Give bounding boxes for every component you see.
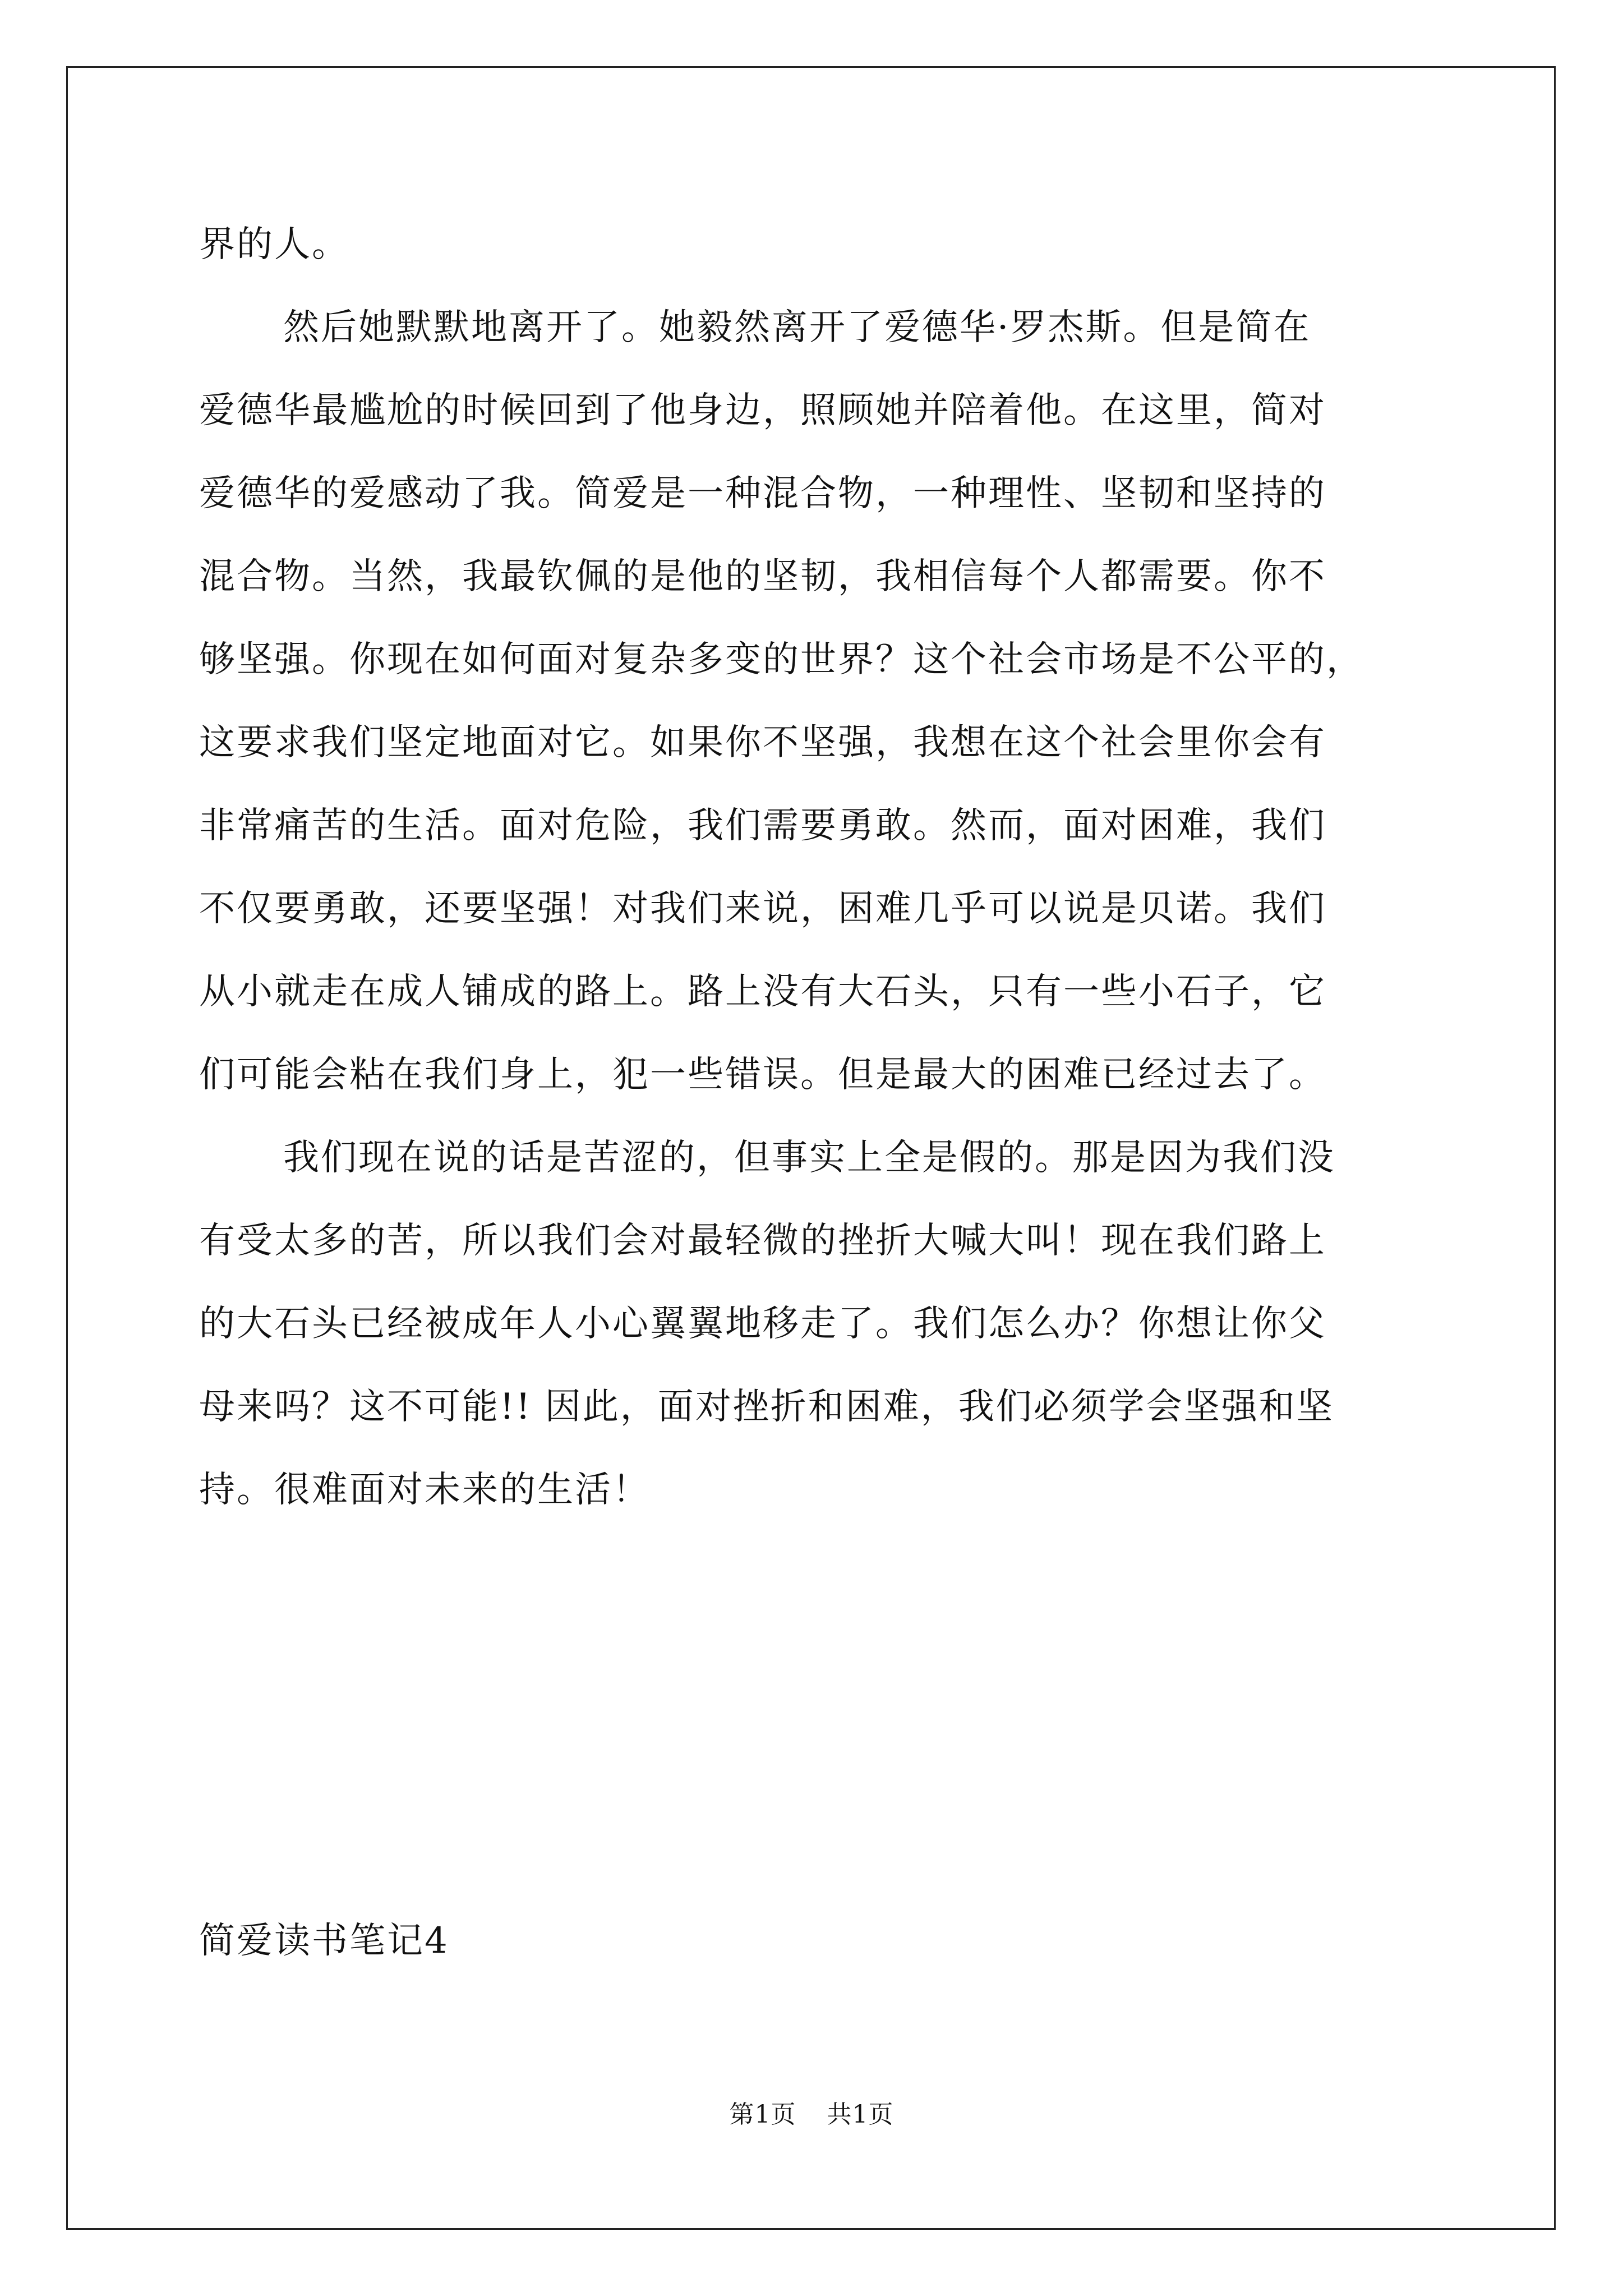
text-line: 非常痛苦的生活。面对危险，我们需要勇敢。然而，面对困难，我们 (199, 805, 1326, 846)
text-line: 爱德华最尴尬的时候回到了他身边，照顾她并陪着他。在这里，简对 (199, 390, 1326, 431)
text-line: 这要求我们坚定地面对它。如果你不坚强，我想在这个社会里你会有 (199, 722, 1326, 763)
text-line: 够坚强。你现在如何面对复杂多变的世界？这个社会市场是不公平的， (199, 639, 1364, 680)
body-text (199, 203, 1433, 1531)
text-line: 爱德华的爱感动了我。简爱是一种混合物，一种理性、坚韧和坚持的 (199, 473, 1326, 514)
page-number: 第1页 (729, 2100, 796, 2129)
text-line: 我们现在说的话是苦涩的，但事实上全是假的。那是因为我们没 (283, 1137, 1335, 1179)
text-line: 界的人。 (199, 224, 349, 265)
text-line: 混合物。当然，我最钦佩的是他的坚韧，我相信每个人都需要。你不 (199, 556, 1326, 597)
text-line: 有受太多的苦，所以我们会对最轻微的挫折大喊大叫！现在我们路上 (199, 1220, 1326, 1262)
text-line: 然后她默默地离开了。她毅然离开了爱德华·罗杰斯。但是简在 (283, 307, 1311, 348)
text-line: 的大石头已经被成年人小心翼翼地移走了。我们怎么办？你想让你父 (199, 1303, 1326, 1345)
text-line: 们可能会粘在我们身上，犯一些错误。但是最大的困难已经过去了。 (199, 1054, 1326, 1096)
text-line: 持。很难面对未来的生活！ (199, 1469, 650, 1511)
page-footer (0, 2098, 1623, 2132)
section-heading: 简爱读书笔记4 (199, 1920, 449, 1962)
text-line: 母来吗？这不可能!! 因此，面对挫折和困难，我们必须学会坚强和坚 (199, 1386, 1334, 1428)
text-line: 从小就走在成人铺成的路上。路上没有大石头，只有一些小石子，它 (199, 971, 1326, 1013)
text-line: 不仅要勇敢，还要坚强！对我们来说，困难几乎可以说是贝诺。我们 (199, 888, 1326, 930)
page-total: 共1页 (827, 2100, 894, 2129)
